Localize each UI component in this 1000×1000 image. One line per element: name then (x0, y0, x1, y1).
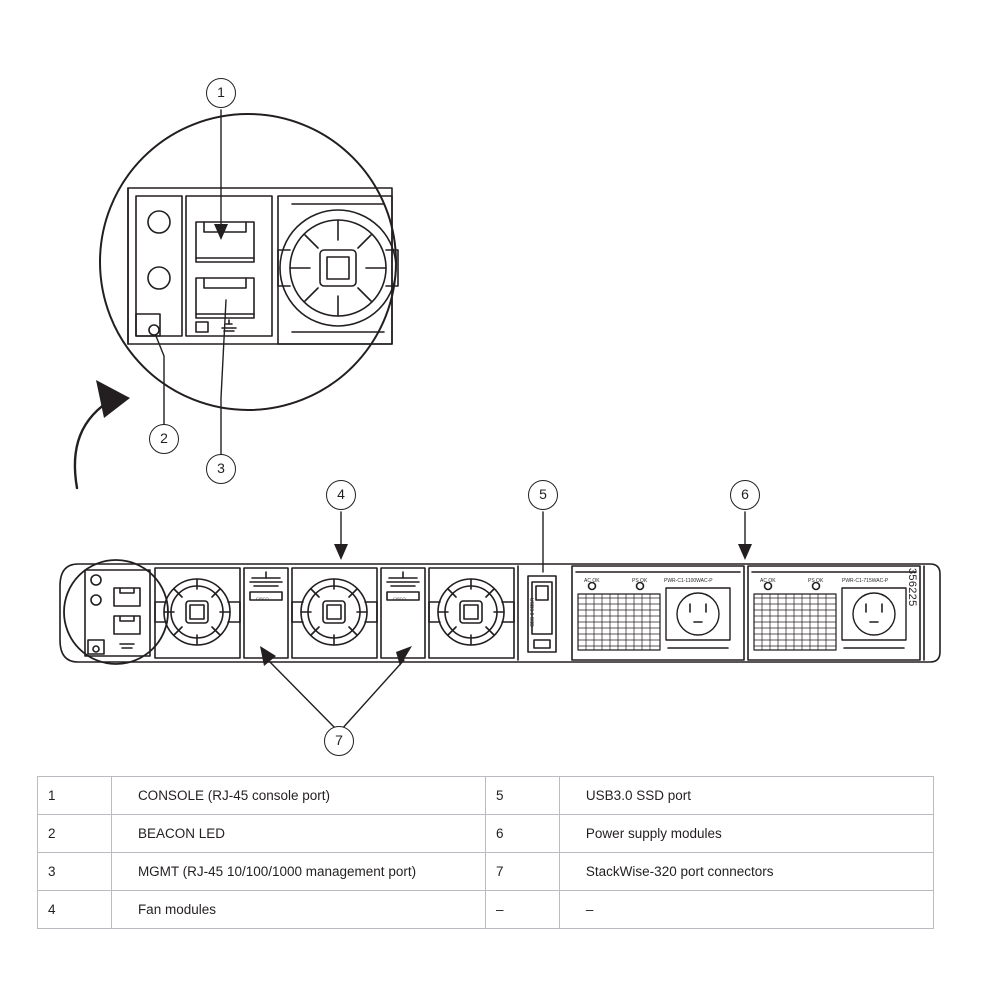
legend-number: – (485, 891, 559, 929)
table-row (38, 853, 934, 891)
psu1-model-label: PWR-C1-1100WAC-P (664, 578, 713, 584)
callout-5: 5 (528, 480, 558, 510)
table-row (38, 891, 934, 929)
legend-label: Power supply modules (559, 815, 933, 853)
legend-table (37, 776, 934, 929)
legend-label: USB3.0 SSD port (559, 777, 933, 815)
psu1-ac-ok-label: AC OK (584, 578, 600, 584)
usb-ssd-port-label: USB3.0 SSD (528, 598, 534, 627)
legend-label: CONSOLE (RJ-45 console port) (111, 777, 485, 815)
callout-1: 1 (206, 78, 236, 108)
fan-brand-label-2: CISCO (393, 596, 406, 601)
callout-6: 6 (730, 480, 760, 510)
psu2-model-label: PWR-C1-715WAC-P (842, 578, 889, 584)
legend-number: 1 (38, 777, 112, 815)
table-row (38, 777, 934, 815)
legend-number: 3 (38, 853, 112, 891)
legend-label: StackWise-320 port connectors (559, 853, 933, 891)
legend-label: BEACON LED (111, 815, 485, 853)
psu2-ac-ok-label: AC OK (760, 578, 776, 584)
table-row (38, 815, 934, 853)
callout-7: 7 (324, 726, 354, 756)
legend-number: 5 (485, 777, 559, 815)
fan-brand-label-1: CISCO (256, 596, 269, 601)
legend-label: Fan modules (111, 891, 485, 929)
callout-4: 4 (326, 480, 356, 510)
legend-number: 4 (38, 891, 112, 929)
legend-label: MGMT (RJ-45 10/100/1000 management port) (111, 853, 485, 891)
document-id: 356225 (906, 568, 918, 607)
psu1-ps-ok-label: PS OK (632, 578, 648, 584)
legend-number: 7 (485, 853, 559, 891)
legend-number: 2 (38, 815, 112, 853)
legend-label: – (559, 891, 933, 929)
psu2-ps-ok-label: PS OK (808, 578, 824, 584)
callout-2: 2 (149, 424, 179, 454)
callout-3: 3 (206, 454, 236, 484)
legend-number: 6 (485, 815, 559, 853)
